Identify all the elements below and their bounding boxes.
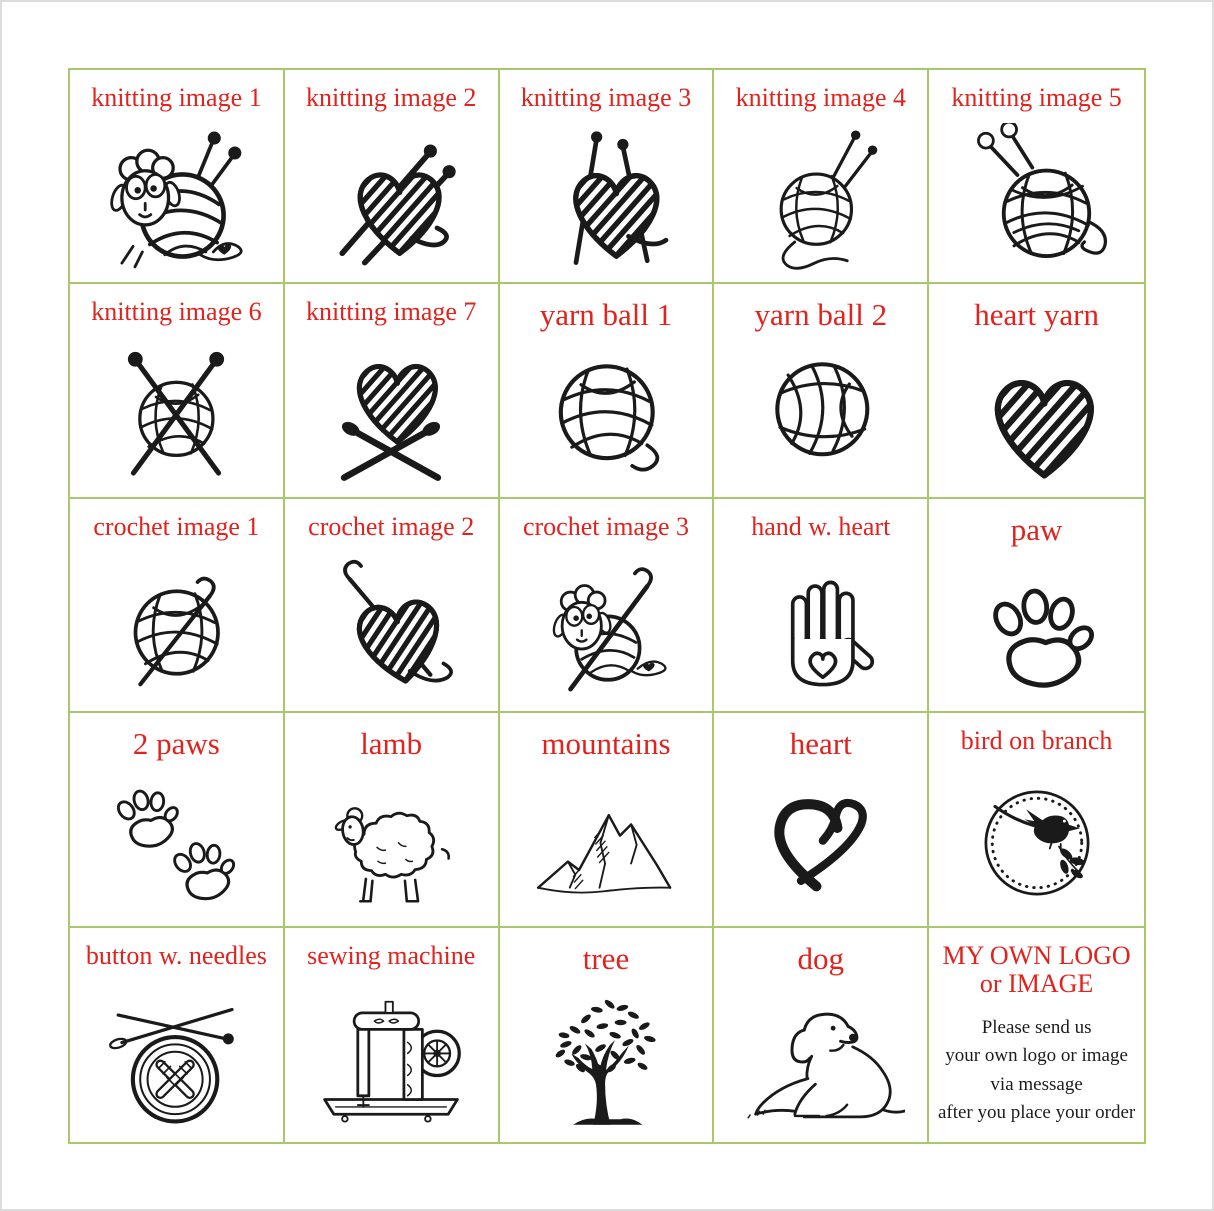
grid-cell-crochet-image-3: [500, 499, 715, 713]
brush-heart-icon: [714, 761, 927, 926]
grid-cell-lamb: [285, 713, 500, 927]
yarn-ball-2-icon: [714, 332, 927, 497]
grid-cell-knitting-image-3: [500, 70, 715, 284]
heart-over-crossed-needles-icon: [285, 326, 498, 496]
cell-label: crochet image 1: [93, 511, 260, 541]
grid-cell-bird-on-branch: [929, 713, 1144, 927]
cell-label: knitting image 5: [951, 83, 1122, 112]
sheep-crochet-hook-icon: [500, 541, 713, 711]
grid-cell-mountains: [500, 713, 715, 927]
grid-cell-hand-with-heart: [714, 499, 929, 713]
hand-with-heart-icon: [714, 541, 927, 711]
paw-print-icon: [929, 546, 1144, 711]
note-line: your own logo or image: [945, 1045, 1128, 1067]
cell-label: tree: [582, 940, 630, 976]
mountains-icon: [500, 761, 713, 926]
cell-label: lamb: [360, 726, 423, 762]
yarn-ball-1-icon: [500, 332, 713, 497]
custom-instructions: [938, 1014, 1135, 1128]
cell-label: knitting image 4: [735, 83, 906, 112]
grid-cell-crochet-image-1: [70, 499, 285, 713]
grid-cell-2-paws: [70, 713, 285, 927]
cell-label: 2 paws: [132, 726, 220, 762]
cell-label: knitting image 3: [520, 83, 692, 112]
heart-yarn-icon: [929, 332, 1144, 497]
grid-cell-knitting-image-2: [285, 70, 500, 284]
heart-yarn-needles-bold-icon: [500, 112, 713, 282]
cell-label: hand w. heart: [751, 511, 891, 541]
cell-label: heart yarn: [974, 297, 1099, 333]
grid-cell-heart-yarn: [929, 284, 1144, 498]
grid-cell-knitting-image-7: [285, 284, 500, 498]
yarn-ball-crochet-hook-icon: [70, 541, 283, 711]
dog-icon: [714, 975, 927, 1142]
cell-label: yarn ball 2: [754, 297, 888, 333]
sewing-machine-icon: [285, 970, 498, 1142]
grid-cell-knitting-image-1: [70, 70, 285, 284]
options-grid: [68, 68, 1146, 1144]
bird-on-branch-icon: [929, 755, 1144, 925]
grid-cell-button-with-needles: [70, 928, 285, 1142]
large-yarn-ball-needles-icon: [929, 112, 1144, 282]
tree-icon: [500, 975, 713, 1142]
grid-cell-knitting-image-5: [929, 70, 1144, 284]
lamb-icon: [285, 761, 498, 926]
heart-yarn-two-needles-icon: [285, 112, 498, 282]
cell-label: mountains: [541, 726, 671, 762]
grid-cell-dog: [714, 928, 929, 1142]
cell-label: sewing machine: [307, 940, 476, 970]
cell-label: knitting image 2: [305, 83, 477, 112]
note-line: Please send us: [981, 1016, 1092, 1038]
grid-cell-my-own-logo: [929, 928, 1144, 1142]
cell-label: bird on branch: [960, 726, 1113, 756]
grid-cell-paw: [929, 499, 1144, 713]
sheep-yarn-needles-icon: [70, 112, 283, 282]
note-line: via message: [990, 1073, 1083, 1095]
grid-cell-crochet-image-2: [285, 499, 500, 713]
cell-label: knitting image 1: [91, 83, 262, 112]
grid-cell-sewing-machine: [285, 928, 500, 1142]
cell-label: paw: [1010, 511, 1063, 547]
button-with-needles-icon: [70, 970, 283, 1142]
cell-label: knitting image 6: [91, 297, 262, 327]
two-paw-prints-icon: [70, 761, 283, 926]
grid-cell-knitting-image-6: [70, 284, 285, 498]
heart-yarn-crochet-hook-icon: [285, 541, 498, 711]
grid-cell-knitting-image-4: [714, 70, 929, 284]
yarn-ball-crossed-needles-icon: [70, 326, 283, 496]
grid-cell-tree: [500, 928, 715, 1142]
note-line: after you place your order: [937, 1102, 1136, 1124]
grid-cell-yarn-ball-2: [714, 284, 929, 498]
cell-label: crochet image 2: [308, 511, 475, 541]
cell-label: heart: [789, 726, 852, 762]
cell-label: knitting image 7: [305, 297, 477, 327]
cell-label: crochet image 3: [522, 511, 689, 541]
cell-label: dog: [797, 940, 845, 976]
grid-cell-heart: [714, 713, 929, 927]
cell-label: yarn ball 1: [539, 297, 673, 333]
grid-cell-yarn-ball-1: [500, 284, 715, 498]
small-yarn-ball-needles-icon: [714, 112, 927, 282]
cell-label: button w. needles: [85, 940, 267, 970]
custom-title-line1: MY OWN LOGO: [942, 940, 1131, 970]
custom-title-line2: or IMAGE: [979, 968, 1094, 998]
